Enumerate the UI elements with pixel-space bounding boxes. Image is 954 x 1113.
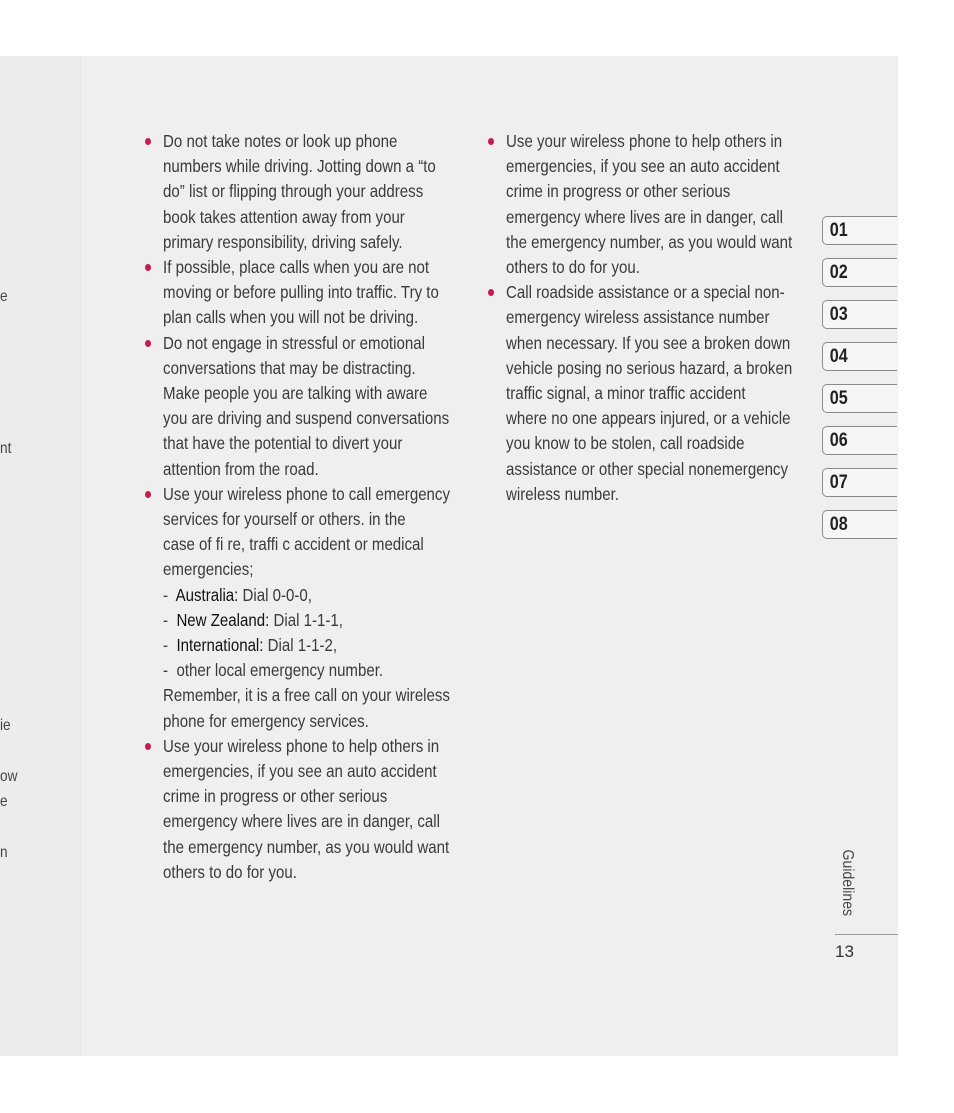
bullet-line: emergency where lives are in danger, call — [163, 811, 440, 832]
bullet-line: others to do for you. — [163, 861, 297, 882]
bullet-line: when necessary. If you see a broken down — [506, 332, 791, 353]
footer-rule — [835, 934, 898, 935]
dial-number: other local emergency number. — [176, 660, 384, 681]
bullet-dot — [488, 138, 494, 145]
safety-list-continued — [145, 734, 480, 885]
bullet-line: assistance or other special nonemergency — [506, 458, 788, 479]
right-column — [488, 129, 818, 507]
bullet-line: Do not take notes or look up phone — [163, 131, 398, 151]
text-fragment: ie — [0, 717, 11, 734]
bullet-dot — [488, 289, 494, 296]
bullet-line: the emergency number, as you would want — [163, 836, 450, 857]
bullet-line: traffic signal, a minor traffic accident — [506, 383, 746, 404]
bullet-line: case of fi re, traffi c accident or medical — [163, 534, 424, 555]
bullet-item — [488, 280, 823, 507]
bullet-line: emergencies, if you see an auto accident — [163, 761, 437, 782]
dial-item: - other local emergency number. — [163, 660, 384, 681]
bullet-line: you know to be stolen, call roadside — [506, 433, 745, 454]
previous-page-edge — [0, 56, 81, 1056]
bullet-item — [488, 129, 823, 280]
page-number: 13 — [835, 942, 854, 961]
bullet-dot — [145, 264, 151, 271]
bullet-line: Do not engage in stressful or emotional — [163, 332, 425, 353]
bullet-line: wireless number. — [506, 483, 619, 504]
bullet-line: If possible, place calls when you are not — [163, 257, 430, 278]
remember-note — [145, 683, 480, 733]
bullet-line: Use your wireless phone to call emergency — [163, 483, 450, 504]
dial-number: Dial 1-1-1, — [269, 609, 343, 630]
dial-item: - Australia: Dial 0-0-0, — [163, 584, 312, 605]
bullet-line: plan calls when you will not be driving. — [163, 307, 419, 328]
text-fragment: e — [0, 288, 8, 305]
bullet-line: book takes attention away from your — [163, 206, 405, 227]
dial-number: Dial 1-1-2, — [263, 635, 338, 656]
bullet-line: Use your wireless phone to help others in — [506, 131, 783, 151]
bullet-line: emergency wireless assistance number — [506, 307, 770, 328]
chapter-tab-01[interactable]: 01 — [822, 216, 897, 245]
bullet-line: Use your wireless phone to help others in — [163, 735, 440, 756]
chapter-tab-04[interactable]: 04 — [822, 342, 897, 371]
chapter-tab-02[interactable]: 02 — [822, 258, 897, 287]
bullet-line: that have the potential to divert your — [163, 433, 403, 454]
bullet-line: services for yourself or others. in the — [163, 509, 406, 530]
bullet-dot — [145, 340, 151, 347]
dial-region: Australia: — [175, 584, 239, 605]
bullet-line: others to do for you. — [506, 257, 640, 278]
safety-list — [145, 129, 480, 583]
bullet-line: Make people you are talking with aware — [163, 383, 428, 404]
bullet-line: the emergency number, as you would want — [506, 231, 793, 252]
chapter-tab-05[interactable]: 05 — [822, 384, 897, 413]
bullet-line: where no one appears injured, or a vehicle — [506, 408, 791, 429]
bullet-item — [145, 255, 480, 331]
bullet-line: moving or before pulling into traffic. Try to — [163, 282, 439, 303]
dial-item: - International: Dial 1-1-2, — [163, 635, 338, 656]
bullet-item — [145, 129, 480, 255]
bullet-line: emergency where lives are in danger, call — [506, 206, 783, 227]
bullet-line: Call roadside assistance or a special non- — [506, 282, 785, 303]
bullet-line: numbers while driving. Jotting down a “to — [163, 156, 436, 177]
chapter-tab-06[interactable]: 06 — [822, 426, 897, 455]
dial-item: - New Zealand: Dial 1-1-1, — [163, 609, 343, 630]
bullet-line: crime in progress or other serious — [506, 181, 731, 202]
note-line: Remember, it is a free call on your wireless — [163, 685, 450, 706]
bullet-line: vehicle posing no serious hazard, a broken — [506, 357, 793, 378]
text-fragment: e — [0, 793, 8, 810]
left-column — [145, 129, 475, 885]
chapter-tab-07[interactable]: 07 — [822, 468, 897, 497]
bullet-line: do” list or flipping through your address — [163, 181, 424, 202]
bullet-line: you are driving and suspend conversations — [163, 408, 450, 429]
bullet-line: emergencies; — [163, 559, 254, 580]
bullet-item — [145, 331, 480, 482]
dial-list — [145, 583, 480, 684]
text-fragment: nt — [0, 440, 12, 457]
dial-region: International: — [176, 635, 264, 656]
assistance-list — [488, 129, 823, 507]
chapter-tab-03[interactable]: 03 — [822, 300, 897, 329]
dial-region: New Zealand: — [176, 609, 270, 630]
text-fragment: ow — [0, 768, 18, 785]
chapter-tab-08[interactable]: 08 — [822, 510, 897, 539]
note-line: phone for emergency services. — [163, 710, 369, 731]
bullet-dot — [145, 491, 151, 498]
bullet-item — [145, 734, 480, 885]
section-label: Guidelines — [839, 849, 856, 917]
dial-number: Dial 0-0-0, — [238, 584, 312, 605]
bullet-line: crime in progress or other serious — [163, 786, 388, 807]
text-fragment: n — [0, 844, 8, 861]
bullet-line: primary responsibility, driving safely. — [163, 231, 403, 252]
bullet-dot — [145, 743, 151, 750]
bullet-dot — [145, 138, 151, 145]
bullet-line: attention from the road. — [163, 458, 319, 479]
bullet-line: conversations that may be distracting. — [163, 357, 416, 378]
bullet-line: emergencies, if you see an auto accident — [506, 156, 780, 177]
bullet-item — [145, 482, 480, 583]
